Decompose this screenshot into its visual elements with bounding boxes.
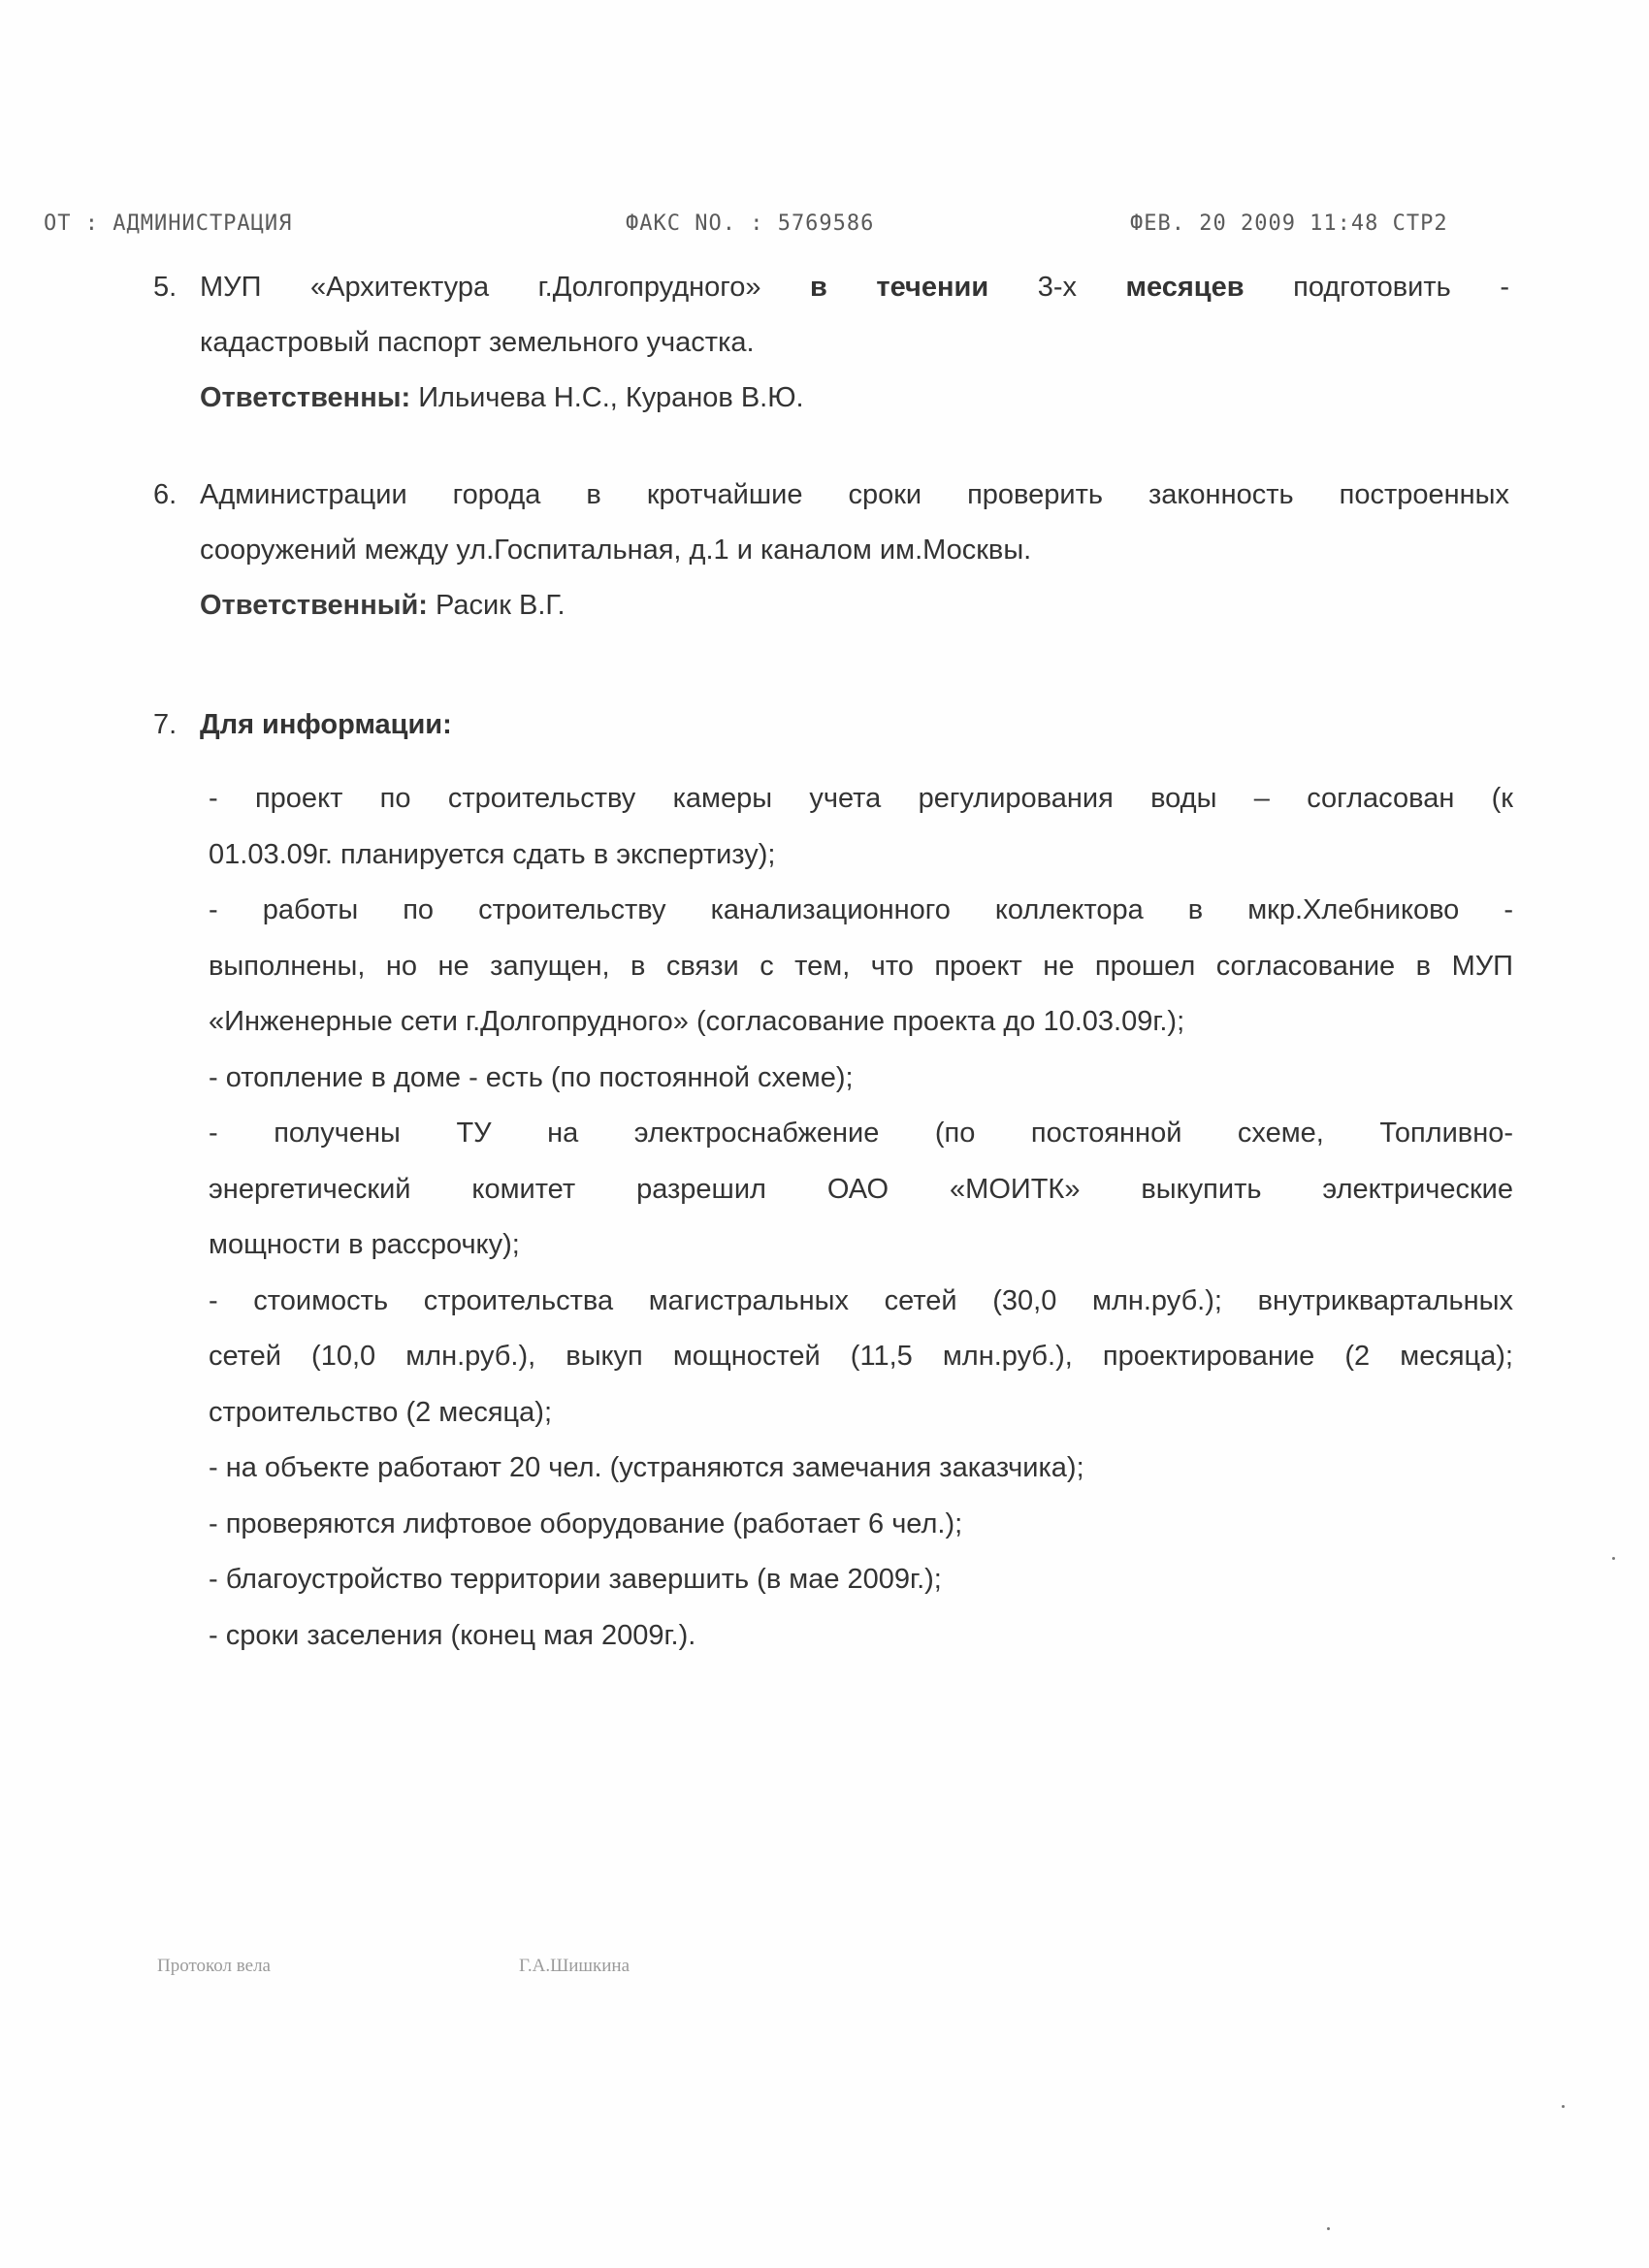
info-line: - получены ТУ на электроснабжение (по постоянной схеме, Топливно- <box>209 1118 1513 1149</box>
info-line: - стоимость строительства магистральных сетей (30,0 млн.руб.); внутриквартальных <box>209 1284 1513 1316</box>
fax-number: ФАКС NO. : 5769586 <box>626 211 875 236</box>
info-line: - работы по строительству канализационного коллектора в мкр.Хлебниково - <box>209 894 1513 925</box>
scan-speck <box>1327 2227 1330 2230</box>
info-line: - проверяются лифтовое оборудование (работает 6 чел.); <box>209 1507 963 1539</box>
item-content <box>200 260 1509 426</box>
responsible-label: Ответственны: <box>200 382 411 413</box>
protocol-label: Протокол вела <box>157 1956 271 1976</box>
info-line: сетей (10,0 млн.руб.), выкуп мощностей (11,5 млн.руб.), проектирование (2 месяца); <box>209 1341 1513 1372</box>
secretary-name: Г.А.Шишкина <box>519 1956 630 1976</box>
info-line: выполнены, но не запущен, в связи с тем, что проект не прошел согласование в МУП <box>209 950 1513 982</box>
scan-speck <box>1612 1557 1615 1560</box>
fax-date-page: ФЕВ. 20 2009 11:48 СТР2 <box>1130 211 1448 236</box>
item-number: 7. <box>153 709 178 740</box>
info-line: мощности в рассрочку); <box>209 1229 520 1260</box>
info-line: - благоустройство территории завершить (в мае 2009г.); <box>209 1564 942 1595</box>
fax-sender: ОТ : АДМИНИСТРАЦИЯ <box>44 211 293 236</box>
responsible-line <box>200 371 1509 426</box>
info-line: - проект по строительству камеры учета регулирования воды – согласован (к <box>209 783 1513 814</box>
info-line: «Инженерные сети г.Долгопрудного» (согласование проекта до 10.03.09г.); <box>209 1006 1185 1037</box>
responsible-line <box>200 578 1509 633</box>
scan-speck <box>1562 2105 1565 2108</box>
responsible-value: Ильичева Н.С., Куранов В.Ю. <box>410 382 804 413</box>
item-line: сооружений между ул.Госпитальная, д.1 и каналом им.Москвы. <box>200 535 1032 566</box>
item-line: Администрации города в кротчайшие сроки проверить законность построенных <box>200 479 1509 510</box>
info-line: - сроки заселения (конец мая 2009г.). <box>209 1619 696 1651</box>
item-line: МУП «Архитектура г.Долгопрудного» в течении 3-х месяцев подготовить - <box>200 272 1509 303</box>
info-line: строительство (2 месяца); <box>209 1396 553 1428</box>
item-number: 6. <box>153 479 178 510</box>
section-title: Для информации: <box>200 709 452 740</box>
item-content <box>200 697 1509 753</box>
info-list <box>209 771 1513 1664</box>
info-line: - отопление в доме - есть (по постоянной схеме); <box>209 1061 854 1093</box>
item-number: 5. <box>153 272 178 303</box>
fax-header <box>44 211 1528 241</box>
info-line: энергетический комитет разрешил ОАО «МОИТК» выкупить электрические <box>209 1173 1513 1205</box>
item-line: кадастровый паспорт земельного участка. <box>200 327 755 358</box>
info-line: 01.03.09г. планируется сдать в экспертизу); <box>209 838 776 870</box>
responsible-label: Ответственный: <box>200 590 428 621</box>
responsible-value: Расик В.Г. <box>427 590 566 621</box>
info-line: - на объекте работают 20 чел. (устраняются замечания заказчика); <box>209 1452 1084 1483</box>
item-content <box>200 468 1509 633</box>
